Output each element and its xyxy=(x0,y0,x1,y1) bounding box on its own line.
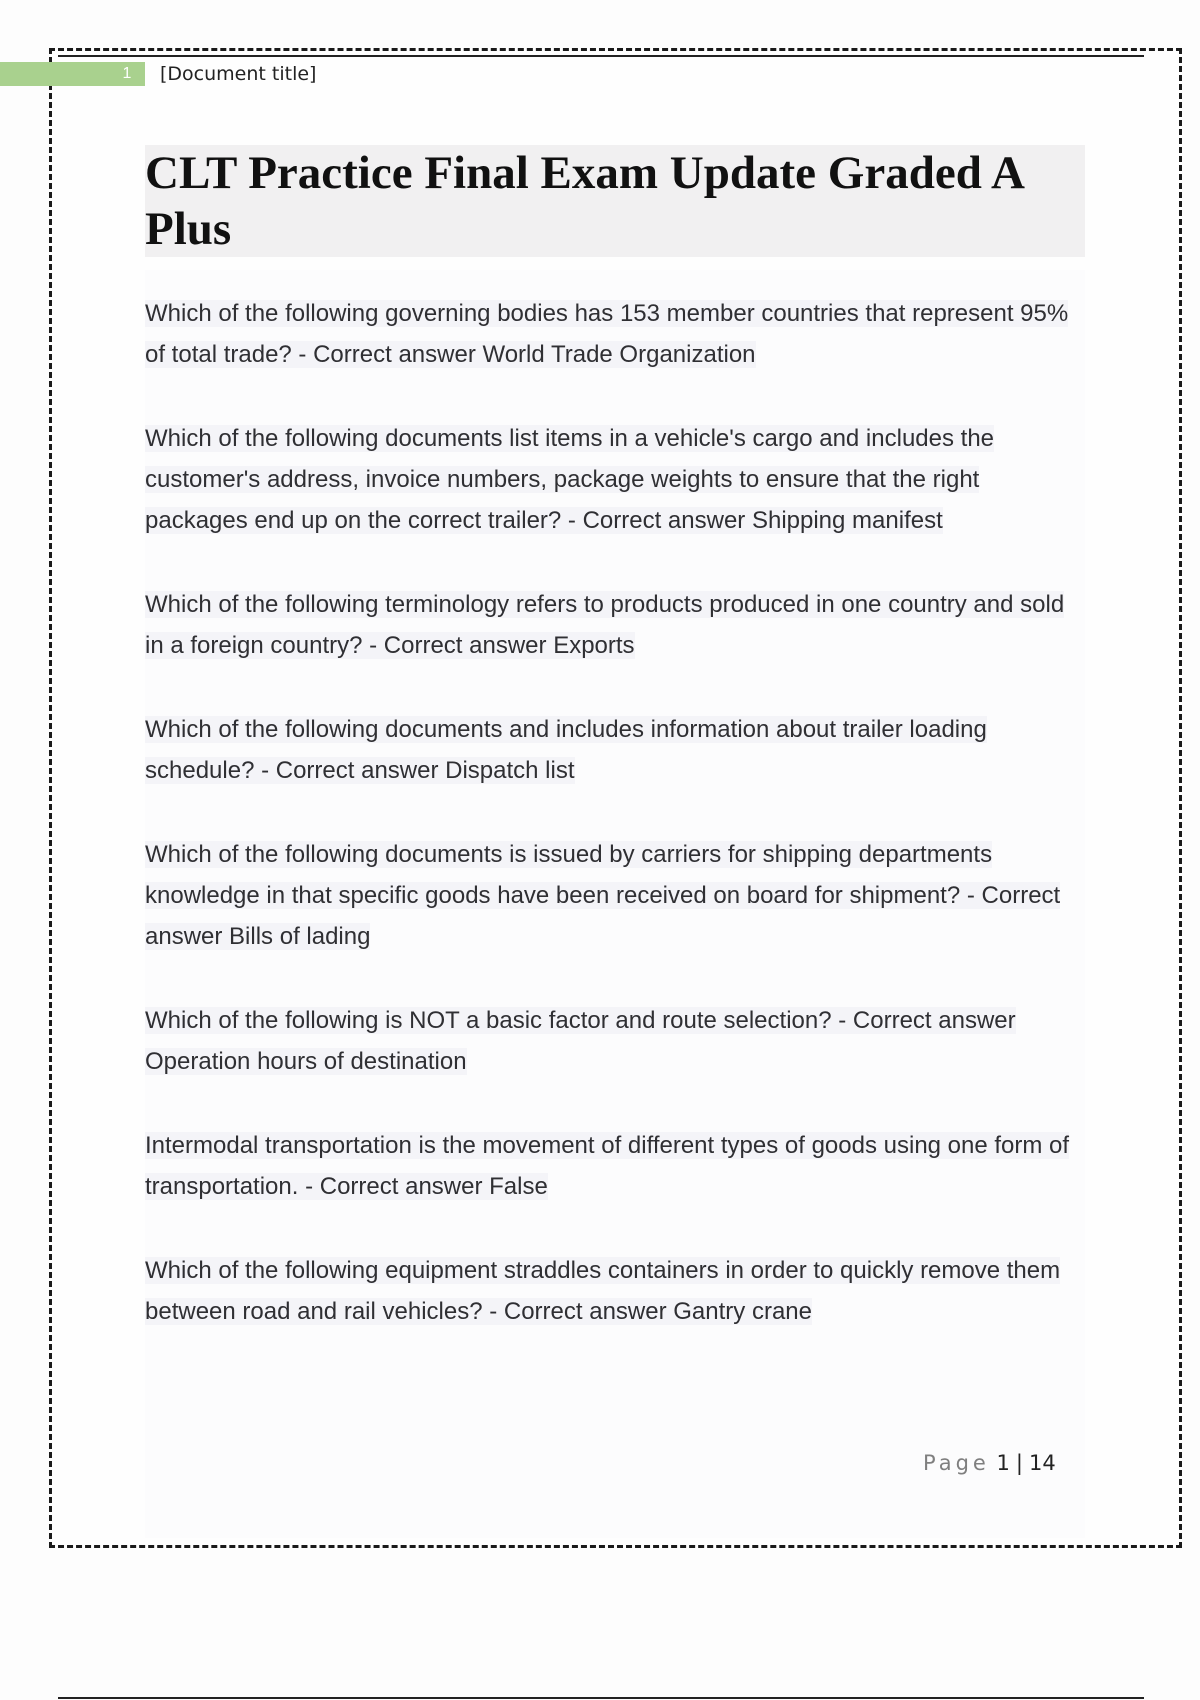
answer-prefix: - Correct answer xyxy=(561,507,752,534)
qa-answer: Operation hours of destination xyxy=(145,1048,467,1075)
answer-prefix: - Correct answer xyxy=(298,1173,490,1200)
page-label: Page xyxy=(923,1451,990,1475)
qa-question: Which of the following terminology refers to products produced in one country and sold in a foreign country? xyxy=(145,591,1065,659)
page-title: CLT Practice Final Exam Update Graded A Plus xyxy=(145,147,1023,255)
qa-question: Which of the following is NOT a basic factor and route selection? xyxy=(145,1007,832,1034)
page-footer xyxy=(923,1448,1056,1478)
qa-question: Which of the following documents list items in a vehicle's cargo and includes the customer's address, invoice numbers, package weights to ensure that the right packages end up on the correct trailer? xyxy=(145,425,995,534)
answer-prefix: - Correct answer xyxy=(254,757,446,784)
qa-question: Which of the following documents is issued by carriers for shipping departments knowledge in that specific goods have been received on board for shipment? xyxy=(145,841,993,909)
answer-prefix: - Correct answer xyxy=(362,632,554,659)
qa-question: Which of the following documents and includes information about trailer loading schedule? xyxy=(145,716,987,784)
qa-item xyxy=(145,584,1085,666)
page-separator: | xyxy=(1015,1451,1023,1475)
qa-question: Which of the following governing bodies has 153 member countries that represent 95% of total trade? xyxy=(145,300,1069,368)
qa-item xyxy=(145,1000,1085,1082)
qa-list xyxy=(145,293,1085,1375)
header-rule xyxy=(58,55,1144,57)
line-number: 1 xyxy=(122,65,132,82)
bottom-rule xyxy=(58,1697,1144,1699)
answer-prefix: - Correct answer xyxy=(482,1298,674,1325)
current-page-number: 1 xyxy=(996,1451,1010,1475)
qa-answer: Dispatch list xyxy=(445,757,575,784)
qa-item xyxy=(145,1125,1085,1207)
qa-item xyxy=(145,834,1085,957)
qa-item xyxy=(145,418,1085,541)
answer-prefix: - Correct answer xyxy=(831,1007,1016,1034)
qa-item xyxy=(145,293,1085,375)
answer-prefix: - Correct answer xyxy=(145,882,1061,950)
qa-answer: False xyxy=(489,1173,548,1200)
qa-question: Which of the following equipment straddles containers in order to quickly remove them between road and rail vehicles? xyxy=(145,1257,1061,1325)
qa-answer: Bills of lading xyxy=(229,923,371,950)
document-title-placeholder[interactable]: [Document title] xyxy=(160,63,317,85)
qa-answer: World Trade Organization xyxy=(482,341,756,368)
qa-question: Intermodal transportation is the movement of different types of goods using one form of transportation. xyxy=(145,1132,1070,1200)
qa-item xyxy=(145,1250,1085,1332)
qa-item xyxy=(145,709,1085,791)
qa-answer: Exports xyxy=(553,632,635,659)
qa-answer: Gantry crane xyxy=(673,1298,812,1325)
total-pages: 14 xyxy=(1028,1451,1056,1475)
answer-prefix: - Correct answer xyxy=(291,341,483,368)
qa-answer: Shipping manifest xyxy=(751,507,943,534)
